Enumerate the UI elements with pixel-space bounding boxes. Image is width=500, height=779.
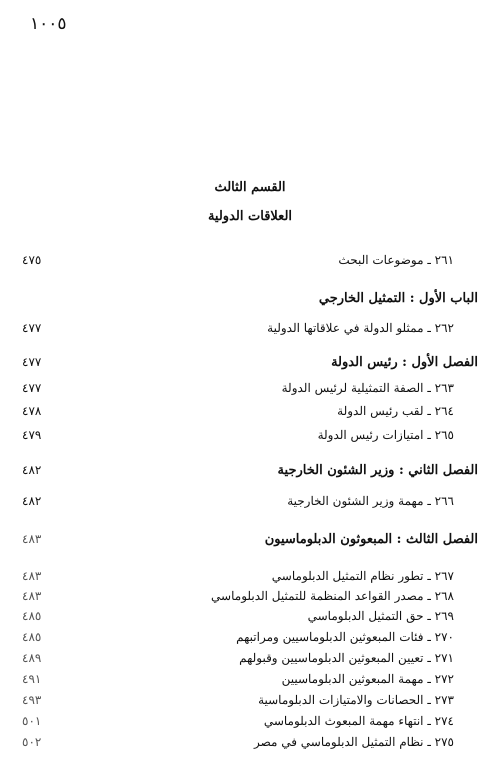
toc-entry [22, 606, 478, 626]
toc-page-number: ٤٨٥ [22, 630, 42, 644]
toc-entry-title: ٢٦٤ ـ لقب رئيس الدولة [337, 404, 454, 418]
toc-entry-title: ٢٦٢ ـ ممثلو الدولة في علاقاتها الدولية [267, 321, 454, 335]
toc-page-number: ٤٧٥ [22, 253, 42, 267]
toc-page-number: ٤٩٣ [22, 693, 42, 707]
toc-entry [22, 318, 478, 338]
toc-entry [22, 586, 478, 606]
toc-heading [22, 460, 478, 480]
toc-heading [22, 352, 478, 372]
toc-entry-title: الباب الأول : التمثيل الخارجي [318, 290, 478, 306]
toc-page-number: ٤٧٧ [22, 321, 42, 335]
toc-entry-title: ٢٦٥ ـ امتيازات رئيس الدولة [317, 428, 454, 442]
toc-page-number: ٤٧٧ [22, 381, 42, 395]
toc-entry-title: ٢٧٠ ـ فئات المبعوثين الدبلوماسيين ومراتبهم [236, 630, 454, 644]
toc-page-number: ٤٨٩ [22, 651, 42, 665]
toc-page-number: ٤٨٣ [22, 569, 42, 583]
toc-entry [22, 250, 478, 270]
toc-entry-title: الفصل الأول : رئيس الدولة [331, 354, 478, 370]
toc-page-number: ٤٧٩ [22, 428, 42, 442]
toc-entry-title: ٢٧٥ ـ نظام التمثيل الدبلوماسي في مصر [253, 735, 454, 749]
toc-page-number: ٥٠١ [22, 714, 42, 728]
toc-entry-title: ٢٦١ ـ موضوعات البحث [338, 253, 454, 267]
toc-entry-title: الفصل الثالث : المبعوثون الدبلوماسيون [264, 531, 478, 547]
toc-entry-title: ٢٧١ ـ تعيين المبعوثين الدبلوماسيين وقبولهم [239, 651, 454, 665]
toc-page-number: ٤٨٢ [22, 463, 42, 477]
toc-entry [22, 401, 478, 421]
toc-entry [22, 425, 478, 445]
toc-entry [22, 378, 478, 398]
toc-entry-title: ٢٦٨ ـ مصدر القواعد المنظمة للتمثيل الدبلوماسي [211, 589, 454, 603]
toc-page-number: ٥٠٢ [22, 735, 42, 749]
toc-heading [22, 288, 478, 308]
toc-entry-title: ٢٦٧ ـ تطور نظام التمثيل الدبلوماسي [271, 569, 454, 583]
part-label: القسم الثالث [214, 180, 286, 195]
toc-entry-title: ٢٧٤ ـ انتهاء مهمة المبعوث الدبلوماسي [263, 714, 454, 728]
toc-entry-title: ٢٧٣ ـ الحصانات والامتيازات الدبلوماسية [258, 693, 454, 707]
toc-entry [22, 732, 478, 752]
toc-entry [22, 566, 478, 586]
toc-entry-title: ٢٦٣ ـ الصفة التمثيلية لرئيس الدولة [281, 381, 454, 395]
toc-page-number: ٤٧٧ [22, 355, 42, 369]
toc-entry [22, 711, 478, 731]
toc-page-number: ٤٨٥ [22, 609, 42, 623]
toc-entry-title: ٢٦٩ ـ حق التمثيل الدبلوماسي [307, 609, 454, 623]
toc-page-number: ٤٨٢ [22, 494, 42, 508]
toc-entry [22, 491, 478, 511]
toc-page-number: ٤٧٨ [22, 404, 42, 418]
toc-entry-title: ٢٧٢ ـ مهمة المبعوثين الدبلوماسيين [281, 672, 454, 686]
toc-entry [22, 690, 478, 710]
toc-page-number: ٤٨٣ [22, 589, 42, 603]
page-number: ١٠٠٥ [30, 14, 67, 34]
toc-page-number: ٤٩١ [22, 672, 42, 686]
toc-entry-title: ٢٦٦ ـ مهمة وزير الشئون الخارجية [287, 494, 454, 508]
toc-entry [22, 648, 478, 668]
toc-heading [22, 529, 478, 549]
toc-entry [22, 627, 478, 647]
toc-entry [22, 669, 478, 689]
toc-entry-title: الفصل الثاني : وزير الشئون الخارجية [277, 462, 478, 478]
part-title: العلاقات الدولية [207, 209, 293, 224]
toc-page-number: ٤٨٣ [22, 532, 42, 546]
